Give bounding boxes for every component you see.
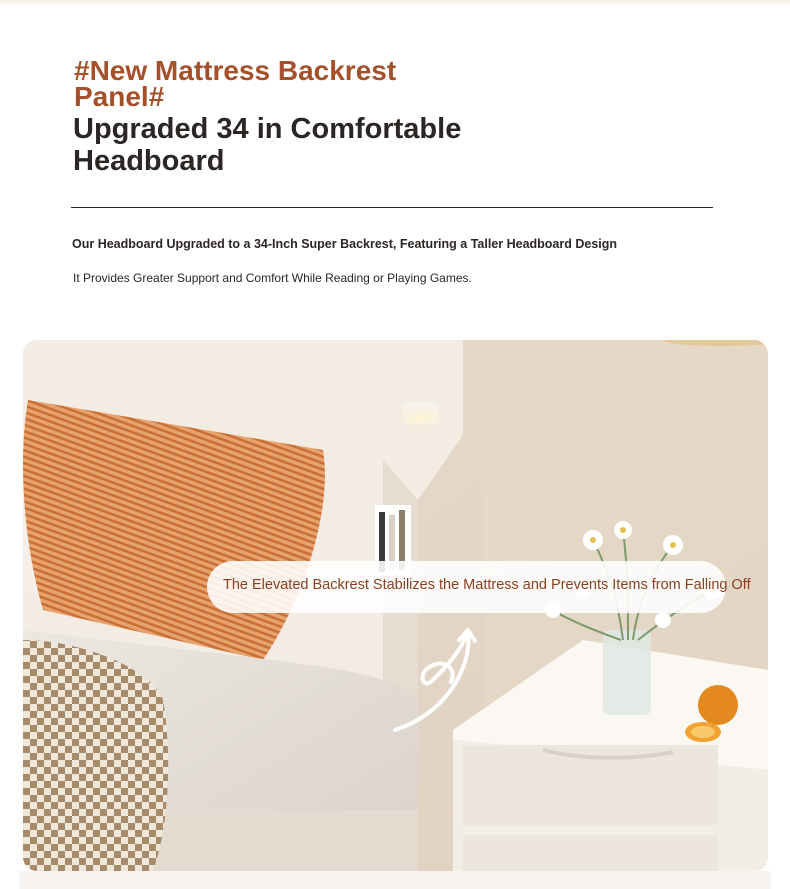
description-line-2: It Provides Greater Support and Comfort While Reading or Playing Games. xyxy=(73,271,472,285)
description-line-1: Our Headboard Upgraded to a 34-Inch Super Backrest, Featuring a Taller Headboard Design xyxy=(72,237,618,251)
glass-vase xyxy=(603,630,651,715)
top-strip xyxy=(0,0,790,6)
feature-tag-line: #New Mattress Backrest Panel# xyxy=(74,55,397,112)
feature-headline: Upgraded 34 in Comfortable Headboard xyxy=(73,113,462,177)
photo-caption: The Elevated Backrest Stabilizes the Mattress and Prevents Items from Falling Off xyxy=(223,577,751,593)
divider xyxy=(71,207,713,208)
bottom-band xyxy=(19,871,771,889)
orange xyxy=(698,685,738,725)
